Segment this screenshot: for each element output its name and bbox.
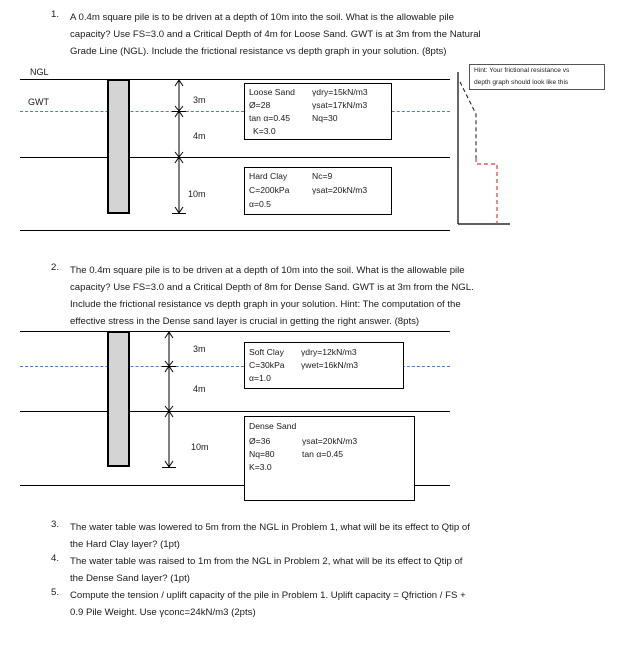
dense-sand-box — [244, 416, 415, 501]
soil-prop: Ø=28 — [249, 100, 271, 110]
q1-number: 1. — [51, 9, 60, 20]
soil-prop: C=200kPa — [249, 185, 290, 195]
soil-prop: γsat=17kN/m3 — [312, 100, 368, 110]
soil-prop: γsat=20kN/m3 — [312, 185, 368, 195]
soil-prop: γdry=15kN/m3 — [312, 87, 368, 97]
q3-line: The water table was lowered to 5m from the NGL in Problem 1, what will be its effect to Qtip of — [70, 522, 470, 533]
soil-prop: K=3.0 — [249, 462, 272, 472]
q2-line: Include the frictional resistance vs depth graph in your solution. Hint: The computation of the — [70, 299, 461, 310]
soft-clay-box — [244, 342, 404, 389]
q2-number: 2. — [51, 262, 60, 273]
tick — [162, 366, 176, 367]
q4-number: 4. — [51, 553, 60, 564]
q5-number: 5. — [51, 587, 60, 598]
soil-prop: γsat=20kN/m3 — [302, 436, 358, 446]
tick — [162, 467, 176, 468]
soil-prop: α=0.5 — [249, 199, 271, 209]
soil-prop: Dense Sand — [249, 421, 297, 431]
q5-text — [70, 587, 560, 621]
ngl-label: NGL — [30, 67, 49, 77]
q4-line: The water table was raised to 1m from the NGL in Problem 2, what will be its effect to Qtip of — [70, 556, 463, 567]
soil-prop: α=1.0 — [249, 373, 271, 383]
soil-prop: Ø=36 — [249, 436, 271, 446]
q2-line: The 0.4m square pile is to be driven at a depth of 10m into the soil. What is the allowable pile — [70, 265, 465, 276]
q5-line: 0.9 Pile Weight. Use γconc=24kN/m3 (2pts) — [70, 607, 256, 618]
soil-prop: Nc=9 — [312, 171, 333, 181]
soil-prop: γdry=12kN/m3 — [301, 347, 357, 357]
soil-prop: Hard Clay — [249, 171, 288, 181]
q1-line: Grade Line (NGL). Include the frictional resistance vs depth graph in your solution. (8pts) — [70, 46, 447, 57]
tick — [162, 411, 176, 412]
soil-prop: tan α=0.45 — [249, 113, 291, 123]
soil-prop: C=30kPa — [249, 360, 285, 370]
hint-line: Hint: Your frictional resistance vs — [474, 67, 570, 74]
depth-label-4m-2: 4m — [193, 384, 206, 394]
soil-prop: γwet=16kN/m3 — [301, 360, 359, 370]
q3-line: the Hard Clay layer? (1pt) — [70, 539, 180, 550]
q3-number: 3. — [51, 519, 60, 530]
soil-prop: Nq=30 — [312, 113, 338, 123]
depth-label-10m: 10m — [188, 189, 206, 199]
depth-label-3m: 3m — [193, 95, 206, 105]
hint-line: depth graph should look like this — [474, 79, 569, 86]
soil-prop: Loose Sand — [249, 87, 295, 97]
q2-line: capacity? Use FS=3.0 and a Critical Depth of 8m for Dense Sand. GWT is at 3m from the NGL. — [70, 282, 474, 293]
depth-label-10m-2: 10m — [191, 442, 209, 452]
depth-label-3m-2: 3m — [193, 344, 206, 354]
soil-prop: Nq=80 — [249, 449, 275, 459]
q1-line: A 0.4m square pile is to be driven at a depth of 10m into the soil. What is the allowable pile — [70, 12, 454, 23]
q2-line: effective stress in the Dense sand layer is crucial in getting the right answer. (8pts) — [70, 316, 420, 327]
q4-line: the Dense Sand layer? (1pt) — [70, 573, 190, 584]
soil-prop: Soft Clay — [249, 347, 284, 357]
gwt-label: GWT — [28, 97, 49, 107]
soil-prop: tan α=0.45 — [302, 449, 344, 459]
q3-text — [70, 519, 560, 553]
soil-prop: K=3.0 — [253, 126, 276, 136]
q1-line: capacity? Use FS=3.0 and a Critical Depth of 4m for Loose Sand. GWT is at 3m from the Natural — [70, 29, 481, 40]
q5-line: Compute the tension / uplift capacity of the pile in Problem 1. Uplift capacity = Qfriction / FS + — [70, 590, 466, 601]
depth-label-4m: 4m — [193, 131, 206, 141]
q4-text — [70, 553, 560, 587]
